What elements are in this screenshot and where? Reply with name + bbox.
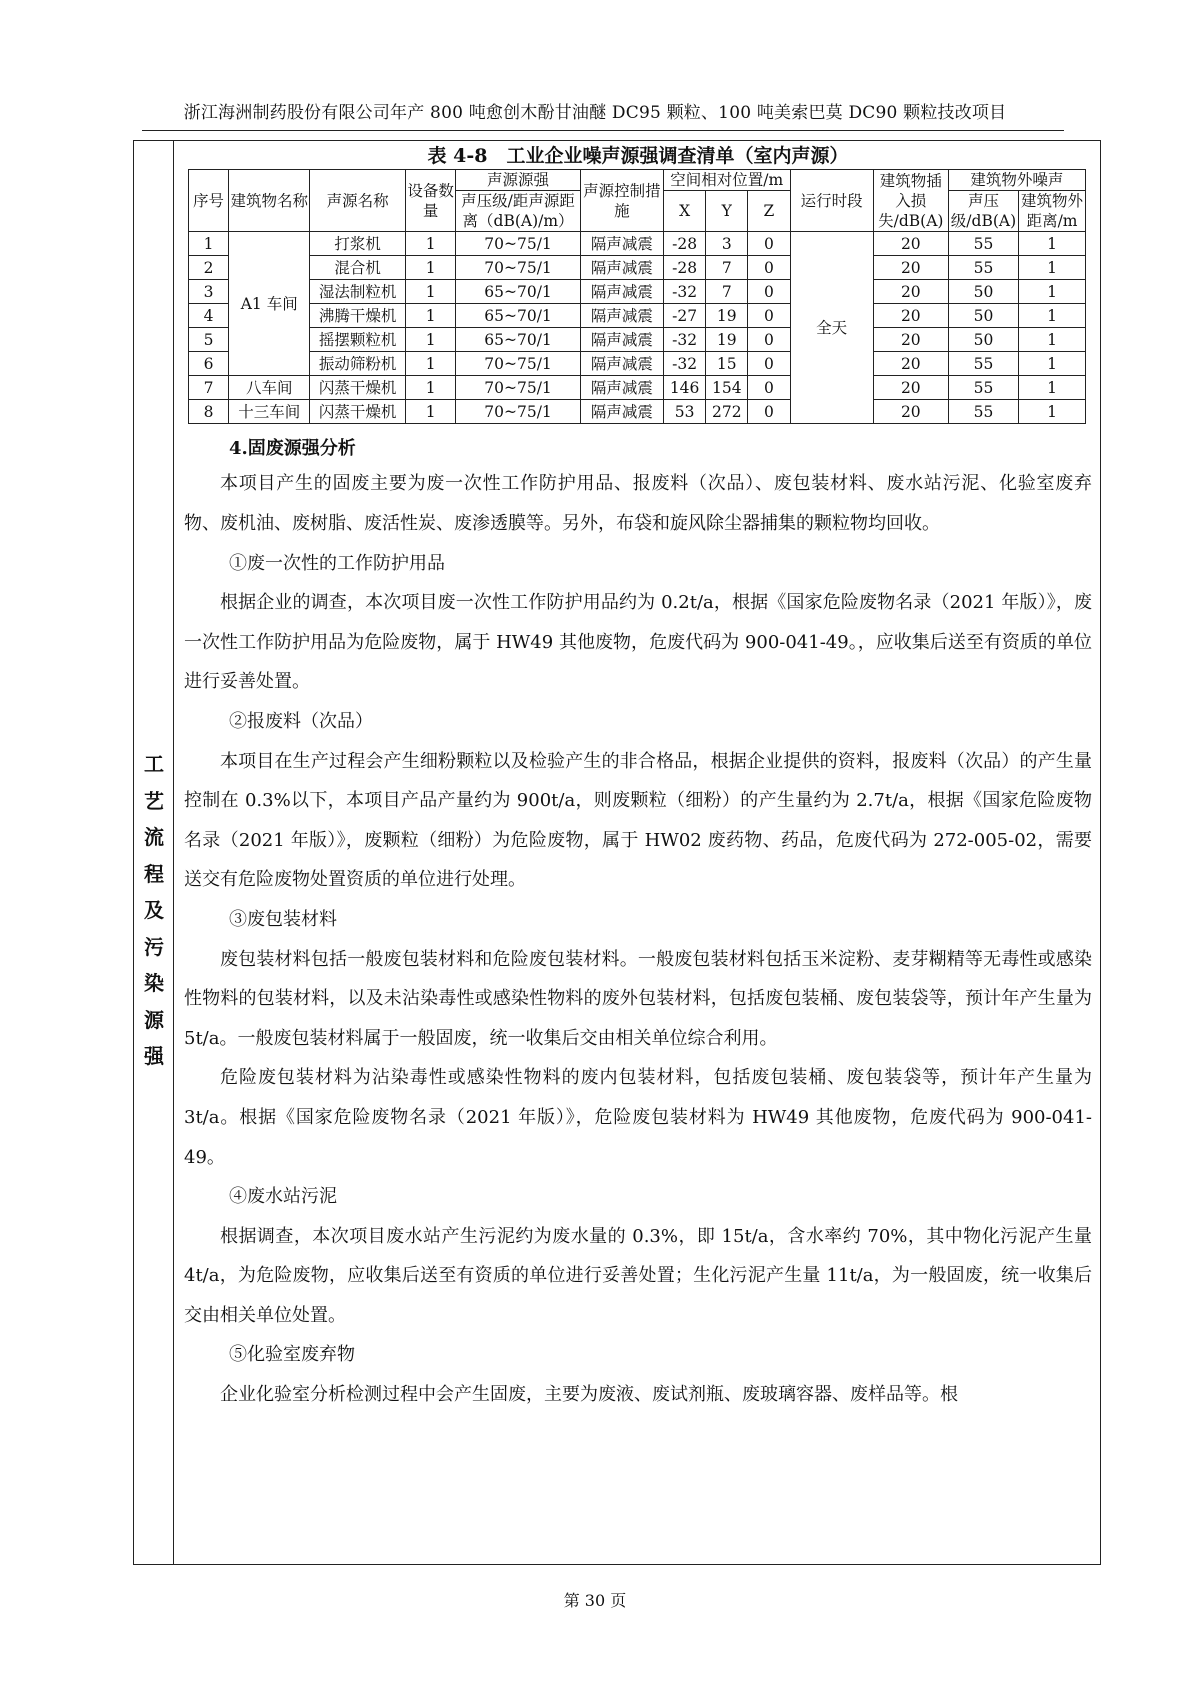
- cell-building: 十三车间: [229, 400, 310, 424]
- table-row: [189, 328, 1086, 352]
- cell-strength: 70~75/1: [456, 256, 580, 280]
- cell-building: A1 车间: [229, 232, 310, 376]
- section-heading: 4.固废源强分析: [229, 438, 356, 460]
- cell-x: -32: [664, 352, 706, 376]
- cell-y: 272: [706, 400, 748, 424]
- cell-count: 1: [405, 328, 455, 352]
- side-label: [134, 746, 174, 1075]
- header-count: 设备数量: [405, 170, 455, 232]
- cell-source: 振动筛粉机: [310, 352, 406, 376]
- cell-control: 隔声减震: [580, 280, 663, 304]
- cell-y: 3: [706, 232, 748, 256]
- item-2-text: 本项目在生产过程会产生细粉颗粒以及检验产生的非合格品，根据企业提供的资料，报废料（次品）的产生量控制在 0.3%以下，本项目产品产量约为 900t/a，则废颗粒（细粉）的产生量约为 2.7t/a，根据《国家危险废物名录（2021 年版）》，废颗粒（细粉）为危险废物，属于 HW02 废药物、药品，危废代码为 272-005-02，需要送交有危险废物处置资质的单位进行处理。: [184, 750, 1092, 891]
- cell-strength: 65~70/1: [456, 280, 580, 304]
- table-row: [189, 256, 1086, 280]
- cell-control: 隔声减震: [580, 400, 663, 424]
- cell-z: 0: [748, 280, 790, 304]
- cell-spl: 55: [948, 256, 1018, 280]
- item-1-text: 根据企业的调查，本次项目废一次性工作防护用品约为 0.2t/a，根据《国家危险废物名录（2021 年版）》，废一次性工作防护用品为危险废物，属于 HW49 其他废物，危废代码为 900-041-49。，应收集后送至有资质的单位进行妥善处置。: [184, 592, 1092, 693]
- item-4-title: ④废水站污泥: [229, 1186, 337, 1208]
- cell-loss: 20: [873, 376, 948, 400]
- table-row: [189, 376, 1086, 400]
- page-frame: [133, 140, 1101, 1565]
- cell-source: 打浆机: [310, 232, 406, 256]
- side-column: [134, 141, 174, 1564]
- side-label-char: 艺: [144, 788, 164, 813]
- cell-control: 隔声减震: [580, 352, 663, 376]
- cell-no: 3: [189, 280, 229, 304]
- cell-x: -27: [664, 304, 706, 328]
- cell-dist: 1: [1019, 304, 1086, 328]
- cell-y: 19: [706, 328, 748, 352]
- cell-strength: 70~75/1: [456, 400, 580, 424]
- cell-count: 1: [405, 376, 455, 400]
- cell-no: 5: [189, 328, 229, 352]
- header-rule: [142, 130, 1064, 131]
- cell-count: 1: [405, 256, 455, 280]
- side-label-char: 流: [144, 825, 164, 849]
- cell-no: 7: [189, 376, 229, 400]
- cell-strength: 70~75/1: [456, 376, 580, 400]
- item-3-text-1: 废包装材料包括一般废包装材料和危险废包装材料。一般废包装材料包括玉米淀粉、麦芽糊精等无毒性或感染性物料的包装材料，以及未沾染毒性或感染性物料的废外包装材料，包括废包装桶、废包装袋等，预计年产生量为 5t/a。一般废包装材料属于一般固废，统一收集后交由相关单位综合利用。: [184, 948, 1092, 1049]
- cell-spl: 50: [948, 280, 1018, 304]
- side-label-char: 及: [144, 898, 164, 922]
- cell-source: 闪蒸干燥机: [310, 376, 406, 400]
- cell-control: 隔声减震: [580, 328, 663, 352]
- cell-time: 全天: [790, 232, 873, 424]
- cell-spl: 55: [948, 352, 1018, 376]
- side-label-char: 强: [144, 1044, 164, 1068]
- cell-x: 53: [664, 400, 706, 424]
- side-label-char: 工: [144, 752, 164, 776]
- cell-loss: 20: [873, 256, 948, 280]
- cell-strength: 70~75/1: [456, 352, 580, 376]
- cell-x: -28: [664, 232, 706, 256]
- cell-y: 15: [706, 352, 748, 376]
- item-5-title: ⑤化验室废弃物: [229, 1344, 355, 1366]
- header-outside-dist: 建筑物外距离/m: [1019, 191, 1086, 232]
- cell-x: -32: [664, 328, 706, 352]
- header-outside: 建筑物外噪声: [948, 170, 1085, 191]
- cell-spl: 55: [948, 376, 1018, 400]
- cell-loss: 20: [873, 232, 948, 256]
- cell-z: 0: [748, 400, 790, 424]
- cell-control: 隔声减震: [580, 376, 663, 400]
- cell-source: 闪蒸干燥机: [310, 400, 406, 424]
- cell-no: 2: [189, 256, 229, 280]
- header-source: 声源名称: [310, 170, 406, 232]
- cell-y: 7: [706, 256, 748, 280]
- cell-strength: 70~75/1: [456, 232, 580, 256]
- cell-loss: 20: [873, 328, 948, 352]
- document-header: 浙江海洲制药股份有限公司年产 800 吨愈创木酚甘油醚 DC95 颗粒、100 吨美索巴莫 DC90 颗粒技改项目: [183, 103, 1007, 123]
- cell-count: 1: [405, 232, 455, 256]
- cell-control: 隔声减震: [580, 256, 663, 280]
- cell-building: 八车间: [229, 376, 310, 400]
- table-row: [189, 280, 1086, 304]
- table-row: [189, 400, 1086, 424]
- cell-spl: 55: [948, 400, 1018, 424]
- side-label-char: 源: [144, 1007, 164, 1032]
- cell-dist: 1: [1019, 400, 1086, 424]
- cell-z: 0: [748, 376, 790, 400]
- cell-z: 0: [748, 352, 790, 376]
- item-1-title: ①废一次性的工作防护用品: [229, 552, 445, 574]
- header-time: 运行时段: [790, 170, 873, 232]
- cell-spl: 55: [948, 232, 1018, 256]
- cell-no: 6: [189, 352, 229, 376]
- side-label-char: 程: [144, 861, 164, 886]
- cell-control: 隔声减震: [580, 304, 663, 328]
- cell-loss: 20: [873, 280, 948, 304]
- header-z: Z: [748, 191, 790, 232]
- cell-source: 混合机: [310, 256, 406, 280]
- header-loss: 建筑物插入损失/dB(A): [873, 170, 948, 232]
- cell-count: 1: [405, 400, 455, 424]
- cell-dist: 1: [1019, 352, 1086, 376]
- cell-source: 沸腾干燥机: [310, 304, 406, 328]
- cell-loss: 20: [873, 304, 948, 328]
- cell-y: 7: [706, 280, 748, 304]
- cell-count: 1: [405, 304, 455, 328]
- cell-count: 1: [405, 352, 455, 376]
- cell-no: 4: [189, 304, 229, 328]
- cell-y: 154: [706, 376, 748, 400]
- cell-loss: 20: [873, 352, 948, 376]
- side-label-char: 污: [144, 934, 164, 959]
- content-area: [184, 141, 1092, 1564]
- cell-dist: 1: [1019, 232, 1086, 256]
- header-strength: 声源源强: [456, 170, 580, 191]
- section-intro: 本项目产生的固废主要为废一次性工作防护用品、报废料（次品）、废包装材料、废水站污泥、化验室废弃物、废机油、废树脂、废活性炭、废渗透膜等。另外，布袋和旋风除尘器捕集的颗粒物均回收。: [184, 473, 1092, 535]
- cell-x: -28: [664, 256, 706, 280]
- header-outside-spl: 声压级/dB(A): [948, 191, 1018, 232]
- header-building: 建筑物名称: [229, 170, 310, 232]
- cell-dist: 1: [1019, 376, 1086, 400]
- cell-count: 1: [405, 280, 455, 304]
- header-strength-sub: 声压级/距声源距离（dB(A)/m）: [456, 191, 580, 232]
- header-y: Y: [706, 191, 748, 232]
- cell-dist: 1: [1019, 328, 1086, 352]
- cell-strength: 65~70/1: [456, 328, 580, 352]
- cell-dist: 1: [1019, 256, 1086, 280]
- cell-x: -32: [664, 280, 706, 304]
- table-title: 表 4-8 工业企业噪声源强调查清单（室内声源）: [427, 145, 849, 167]
- table-row: [189, 232, 1086, 256]
- cell-z: 0: [748, 304, 790, 328]
- item-4-text: 根据调查，本次项目废水站产生污泥约为废水量的 0.3%，即 15t/a，含水率约 70%，其中物化污泥产生量 4t/a，为危险废物，应收集后送至有资质的单位进行妥善处置；生化污泥产生量 11t/a，为一般固废，统一收集后交由相关单位处置。: [184, 1225, 1092, 1326]
- cell-no: 8: [189, 400, 229, 424]
- cell-loss: 20: [873, 400, 948, 424]
- cell-spl: 50: [948, 304, 1018, 328]
- item-5-text: 企业化验室分析检测过程中会产生固废，主要为废液、废试剂瓶、废玻璃容器、废样品等。根: [220, 1384, 958, 1406]
- cell-z: 0: [748, 232, 790, 256]
- header-control: 声源控制措施: [580, 170, 663, 232]
- header-position: 空间相对位置/m: [664, 170, 790, 191]
- page-number: 第 30 页: [563, 1591, 627, 1610]
- table-row: [189, 352, 1086, 376]
- cell-x: 146: [664, 376, 706, 400]
- table-row: [189, 304, 1086, 328]
- cell-z: 0: [748, 328, 790, 352]
- cell-source: 湿法制粒机: [310, 280, 406, 304]
- item-2-title: ②报废料（次品）: [229, 710, 373, 732]
- cell-control: 隔声减震: [580, 232, 663, 256]
- cell-y: 19: [706, 304, 748, 328]
- cell-dist: 1: [1019, 280, 1086, 304]
- noise-source-table: [188, 169, 1086, 424]
- cell-z: 0: [748, 256, 790, 280]
- cell-no: 1: [189, 232, 229, 256]
- cell-strength: 65~70/1: [456, 304, 580, 328]
- cell-source: 摇摆颗粒机: [310, 328, 406, 352]
- item-3-title: ③废包装材料: [229, 908, 337, 930]
- item-3-text-2: 危险废包装材料为沾染毒性或感染性物料的废内包装材料，包括废包装桶、废包装袋等，预计年产生量为 3t/a。根据《国家危险废物名录（2021 年版）》，危险废包装材料为 HW49 其他废物，危废代码为 900-041-49。: [184, 1067, 1092, 1168]
- header-no: 序号: [189, 170, 229, 232]
- cell-spl: 50: [948, 328, 1018, 352]
- header-x: X: [664, 191, 706, 232]
- side-label-char: 染: [144, 971, 164, 995]
